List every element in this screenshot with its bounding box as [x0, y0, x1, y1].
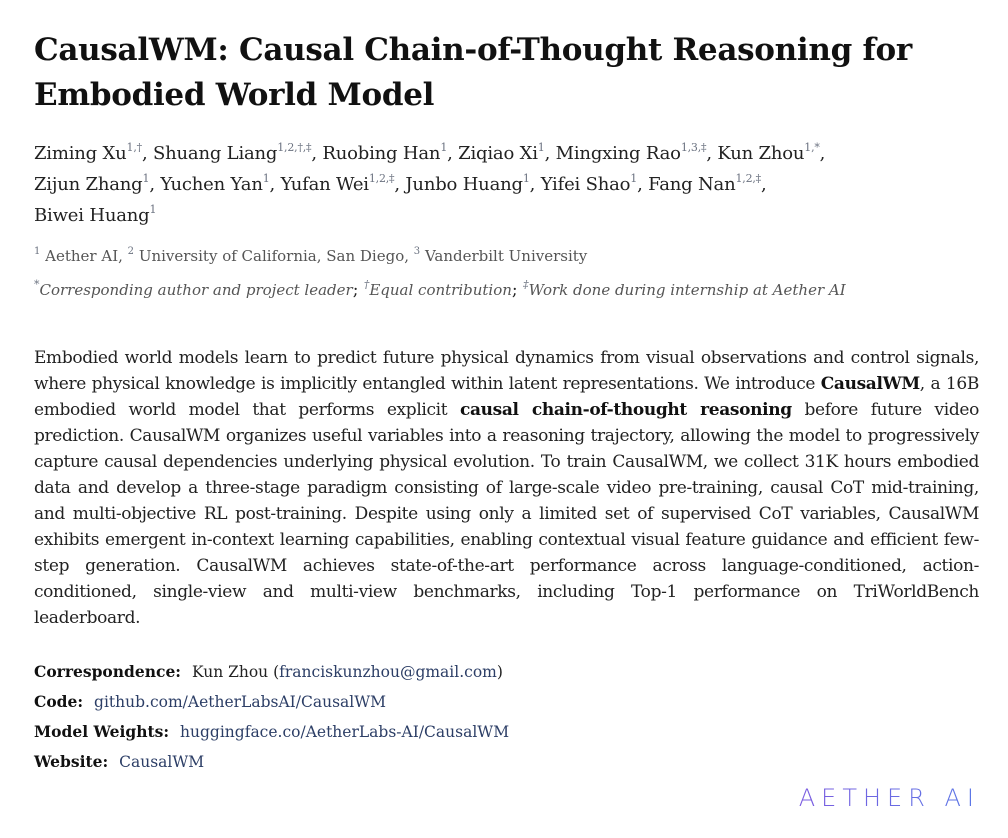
author: [322, 143, 447, 164]
note-text: Equal contribution: [369, 281, 512, 299]
author-affiliation-marks: 1,2,‡: [735, 172, 761, 185]
code-link[interactable]: github.com/AetherLabsAI/CausalWM: [94, 693, 387, 711]
note-mark: †: [363, 278, 370, 291]
website-link[interactable]: CausalWM: [119, 753, 205, 771]
author: [34, 174, 149, 195]
author-name: Ziming Xu: [34, 143, 127, 164]
affiliation-mark: 1: [34, 246, 41, 257]
author-affiliation-marks: 1: [142, 172, 150, 185]
correspondence-close: ): [496, 663, 503, 681]
affiliations: $^1$ Aether AI, $^2$ University of California, San Diego, $^3$ Vanderbilt University: [34, 246, 588, 265]
author-notes: [34, 279, 984, 301]
website-label: Website:: [34, 752, 109, 771]
code-label: Code:: [34, 692, 84, 711]
weights-label: Model Weights:: [34, 722, 170, 741]
author: [541, 174, 637, 195]
author: [153, 143, 311, 164]
paper-page: [34, 28, 984, 777]
author-name: Biwei Huang: [34, 205, 150, 226]
author: [160, 174, 269, 195]
affiliation-mark: 3: [413, 246, 421, 257]
author-name: Mingxing Rao: [555, 143, 681, 164]
author-affiliation-marks: 1,2,‡: [368, 172, 395, 185]
author-name: Yuchen Yan: [160, 174, 263, 195]
author: [717, 143, 819, 164]
author-name: Ruobing Han: [322, 143, 441, 164]
paper-links: [34, 657, 984, 777]
weights-link[interactable]: huggingface.co/AetherLabs-AI/CausalWM: [180, 723, 510, 741]
correspondence-label: Correspondence:: [34, 662, 182, 681]
author-name: Kun Zhou: [717, 143, 805, 164]
author-affiliation-marks: 1,†: [126, 141, 142, 154]
abstract: [34, 345, 979, 631]
correspondence-name: Kun Zhou (: [191, 663, 280, 681]
author-name: Shuang Liang: [153, 143, 278, 164]
author-name: Ziqiao Xi: [458, 143, 538, 164]
author-affiliation-marks: 1: [630, 172, 638, 185]
author-affiliation-marks: 1: [262, 172, 270, 185]
author-list: Ziming $Xu^{1,\dagger}$, Shuang Liang$^{1,2,\dagger,\ddagger}$, Ruobing Han$^1$, Ziqiao Xi$^1$, Mingxing Rao$^{1,3,\ddagger}$, Kun Zhou$^{1,*}$, Zijun Zhang$^1$, Yuchen Yan$^1$, Yufan Wei$^{1,2,\ddagger}$, Junbo Huang$^1$, Yifei Shao$^1$, Fang Nan$^{1,2,\ddagger}$, Biwei Huang$^1$: [34, 141, 826, 226]
affiliation-name: Vanderbilt University: [420, 247, 588, 265]
correspondence-email-link[interactable]: franciskunzhou@gmail.com: [279, 663, 497, 681]
correspondence-row: [34, 657, 984, 687]
weights-row: [34, 717, 984, 747]
note-text: Corresponding author and project leader: [39, 281, 353, 299]
author-affiliation-marks: 1: [149, 203, 157, 216]
author-name: Fang Nan: [648, 174, 736, 195]
author-affiliation-marks: 1,2,†,‡: [277, 141, 312, 154]
note-mark: *: [34, 278, 40, 291]
abstract-text-3: before future video prediction. CausalWM organizes useful variables into a reasoning trajectory, allowing the model to progressively capture causal dependencies underlying physical evolution. To train CausalWM, we collect 31K hours embodied data and develop a three-stage paradigm consisting of large-scale video pre-training, causal CoT mid-training, and multi-objective RL post-training. Despite using only a limited set of supervised CoT variables, CausalWM exhibits emergent in-context learning capabilities, enabling contextual visual feature guidance and efficient few-step generation. CausalWM achieves state-of-the-art performance across language-conditioned, action-conditioned, single-view and multi-view benchmarks, including Top-1 performance on TriWorldBench leaderboard.: [34, 400, 979, 628]
code-row: [34, 687, 984, 717]
abstract-text-1: Embodied world models learn to predict future physical dynamics from visual observations and control signals, where physical knowledge is implicitly entangled within latent representations. We introduce: [34, 348, 979, 394]
author-name: Yufan Wei: [280, 174, 369, 195]
author: [34, 205, 156, 226]
note-separator: ;: [352, 280, 364, 300]
author-affiliation-marks: 1: [440, 141, 448, 154]
note-text: Work done during internship at Aether AI: [528, 281, 846, 299]
author: [556, 143, 707, 164]
author-name: Junbo Huang: [405, 174, 523, 195]
author-name: Zijun Zhang: [34, 174, 143, 195]
paper-title: CausalWM: Causal Chain-of-Thought Reasoning for Embodied World Model: [34, 32, 912, 113]
author-affiliation-marks: 1,3,‡: [680, 141, 707, 154]
aether-ai-logo: AETHER AI: [798, 784, 980, 812]
affiliation-name: University of California, San Diego: [134, 247, 405, 265]
affiliation-mark: 2: [127, 246, 135, 257]
author: [34, 143, 142, 164]
abstract-text-2: , a 16B embodied world model that performs explicit: [34, 374, 979, 420]
note-separator: ;: [511, 280, 524, 300]
author: [405, 174, 529, 195]
author-name: Yifei Shao: [540, 174, 631, 195]
author-affiliation-marks: 1: [522, 172, 530, 185]
note-mark: ‡: [523, 278, 529, 291]
author-affiliation-marks: 1,*: [804, 141, 820, 154]
author-affiliation-marks: 1: [537, 141, 545, 154]
author: [648, 174, 761, 195]
author: [458, 143, 544, 164]
abstract-bold-model-name: CausalWM: [820, 374, 920, 394]
author: [281, 174, 395, 195]
affiliation-name: Aether AI: [40, 247, 119, 265]
abstract-bold-causal-cot: causal chain-of-thought reasoning: [459, 400, 792, 420]
website-row: [34, 747, 984, 777]
